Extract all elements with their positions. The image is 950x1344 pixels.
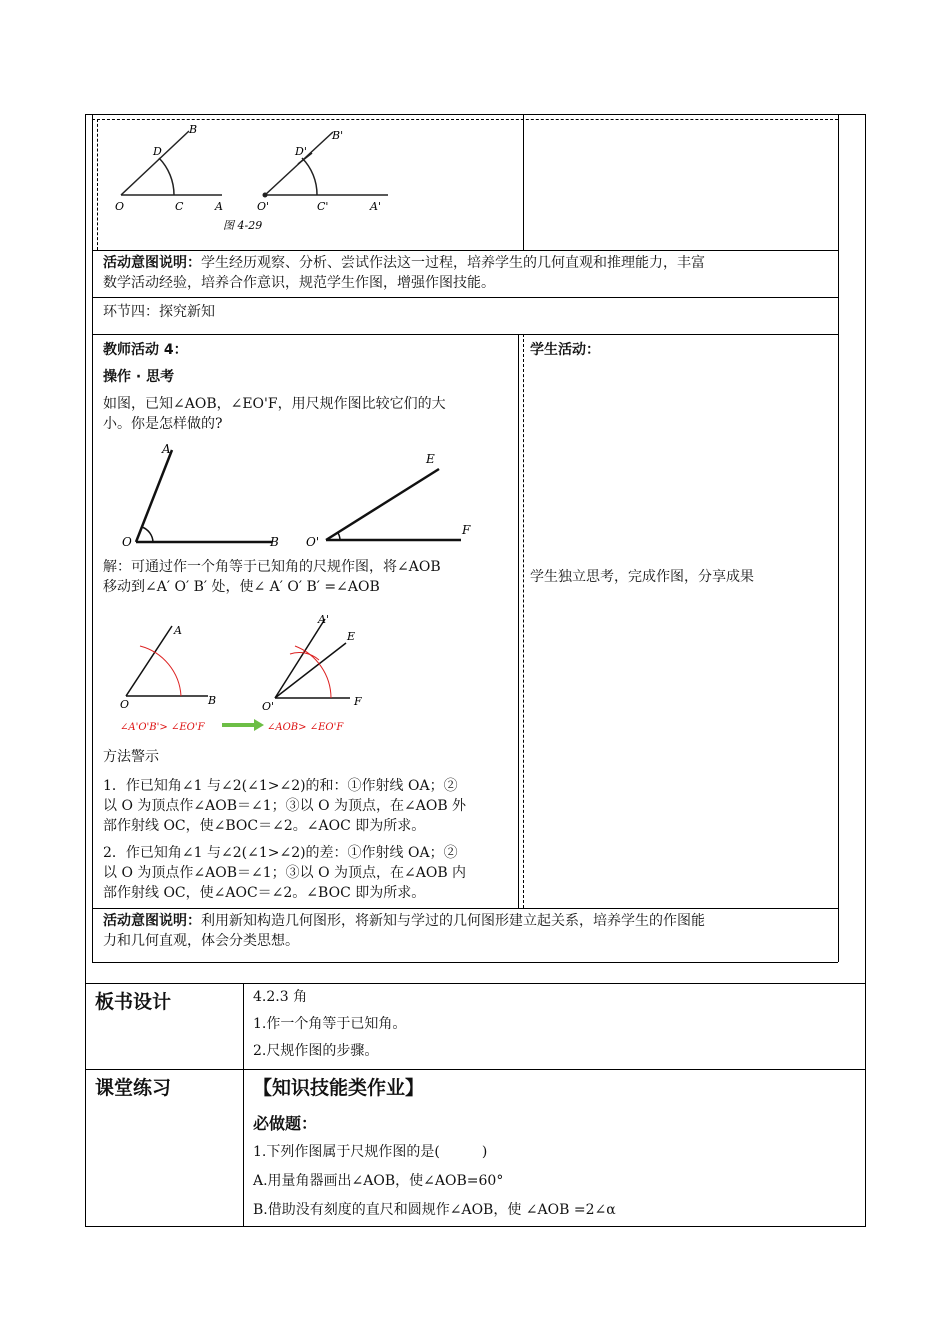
board-item-3: 2.尺规作图的步骤。: [253, 1043, 379, 1059]
table-left-border: [85, 114, 86, 1227]
angle-label-B: B: [270, 535, 279, 549]
construct-label-A: A: [174, 624, 182, 637]
angle-label-O2: O': [306, 535, 320, 549]
board-item-1: 4.2.3 角: [253, 989, 308, 1005]
comparison-text-2: ∠AOB> ∠EO'F: [267, 722, 344, 733]
solution-line-1: 解：可通过作一个角等于已知角的尺规作图，将∠AOB: [103, 559, 441, 575]
figure-4-29: [105, 122, 405, 234]
intent-label-1: 活动意图说明：: [103, 255, 201, 271]
inner-top-dashed: [92, 119, 838, 120]
board-item-2: 1.作一个角等于已知角。: [253, 1016, 407, 1032]
intent-note-2: [103, 911, 833, 932]
row-line-3: [92, 334, 838, 335]
angles-comparison-figure: [110, 440, 490, 550]
angle-label-F: F: [462, 523, 471, 537]
solution-line-2: 移动到∠A′ O′ B′ 处，使∠ A′ O′ B′ =∠AOB: [103, 579, 380, 595]
intent-text-2: 利用新知构造几何图形，将新知与学过的几何图形建立起关系，培养学生的作图能: [201, 913, 705, 929]
option-a: A.用量角器画出∠AOB，使∠AOB=60°: [253, 1173, 504, 1189]
construction-figure: [110, 612, 370, 740]
construct-label-O2: O': [262, 700, 275, 713]
row-line-4: [92, 908, 838, 909]
inner-bottom-border: [92, 962, 838, 963]
teacher-activity-title: 教师活动 4：: [103, 342, 188, 358]
angle-label-A: A: [162, 442, 171, 456]
method-2-line-3: 部作射线 OC，使∠AOC＝∠2。∠BOC 即为所求。: [103, 885, 426, 901]
label-column-divider: [243, 983, 244, 1226]
question-1: 1.下列作图属于尺规作图的是( ): [253, 1144, 488, 1160]
fig429-label-B: B: [189, 123, 198, 136]
method-1-line-1: 1．作已知角∠1 与∠2(∠1>∠2)的和：①作射线 OA；②: [103, 778, 458, 794]
construct-label-B: B: [208, 694, 217, 707]
method-1-line-2: 以 O 为顶点作∠AOB＝∠1；③以 O 为顶点，在∠AOB 外: [103, 798, 467, 814]
col-divider-middle-dashed: [523, 334, 524, 908]
student-activity-text: 学生独立思考，完成作图，分享成果: [530, 569, 754, 585]
intent-text-2b: 力和几何直观，体会分类思想。: [103, 933, 299, 949]
inner-left-dashed: [97, 119, 98, 250]
intent-text-1b: 数学活动经验，培养合作意识，规范学生作图，增强作图技能。: [103, 275, 495, 291]
comparison-text-1: ∠A'O'B'> ∠EO'F: [120, 722, 205, 733]
fig429-label-C: C: [175, 200, 184, 213]
method-2-line-1: 2．作已知角∠1 与∠2(∠1>∠2)的差：①作射线 OA；②: [103, 845, 458, 861]
table-top-border: [85, 114, 865, 115]
row-line-1: [92, 250, 838, 251]
fig429-label-A: A: [215, 200, 223, 213]
board-row-top: [85, 983, 865, 984]
construct-label-F: F: [354, 695, 362, 708]
table-right-border: [865, 114, 866, 1227]
fig429-label-D2: D': [295, 145, 307, 158]
board-design-label: 板书设计: [95, 991, 172, 1013]
class-practice-label: 课堂练习: [95, 1077, 172, 1099]
question-line-2: 小。你是怎样做的?: [103, 416, 223, 432]
operation-think-heading: 操作 · 思考: [103, 369, 175, 385]
fig429-label-B2: B': [332, 129, 344, 142]
intent-note-1: [103, 253, 833, 274]
row-line-2: [92, 297, 838, 298]
knowledge-skill-heading: 【知识技能类作业】: [253, 1077, 425, 1099]
col-divider-middle: [518, 334, 519, 908]
method-1-line-3: 部作射线 OC，使∠BOC＝∠2。∠AOC 即为所求。: [103, 818, 426, 834]
fig429-caption: 图 4-29: [223, 219, 263, 232]
fig429-label-D: D: [153, 145, 162, 158]
fig429-label-A2: A': [370, 200, 381, 213]
intent-label-2: 活动意图说明：: [103, 913, 201, 929]
inner-right-border: [838, 114, 839, 962]
option-b: B.借助没有刻度的直尺和圆规作∠AOB，使 ∠AOB =2∠α: [253, 1202, 616, 1218]
fig429-label-O: O: [115, 200, 125, 213]
construct-label-A2: A': [318, 613, 329, 626]
table-bottom-border: [85, 1226, 865, 1227]
inner-left-border: [92, 114, 93, 962]
fig429-label-C2: C': [317, 200, 329, 213]
method-2-line-2: 以 O 为顶点作∠AOB＝∠1；③以 O 为顶点，在∠AOB 内: [103, 865, 467, 881]
section-title-4: 环节四：探究新知: [103, 304, 215, 320]
construct-label-O: O: [120, 698, 130, 711]
col-divider-top: [523, 114, 524, 250]
question-line-1: 如图，已知∠AOB，∠EO'F，用尺规作图比较它们的大: [103, 396, 446, 412]
practice-row-top: [85, 1069, 865, 1070]
student-activity-title: 学生活动：: [530, 342, 600, 358]
required-questions-heading: 必做题：: [253, 1114, 318, 1133]
fig429-label-O2: O': [257, 200, 270, 213]
method-warning-heading: 方法警示: [103, 749, 159, 765]
intent-text-1: 学生经历观察、分析、尝试作法这一过程，培养学生的几何直观和推理能力，丰富: [201, 255, 705, 271]
construct-label-E: E: [347, 630, 356, 643]
angle-label-E: E: [426, 452, 435, 466]
angle-label-O: O: [122, 535, 132, 549]
